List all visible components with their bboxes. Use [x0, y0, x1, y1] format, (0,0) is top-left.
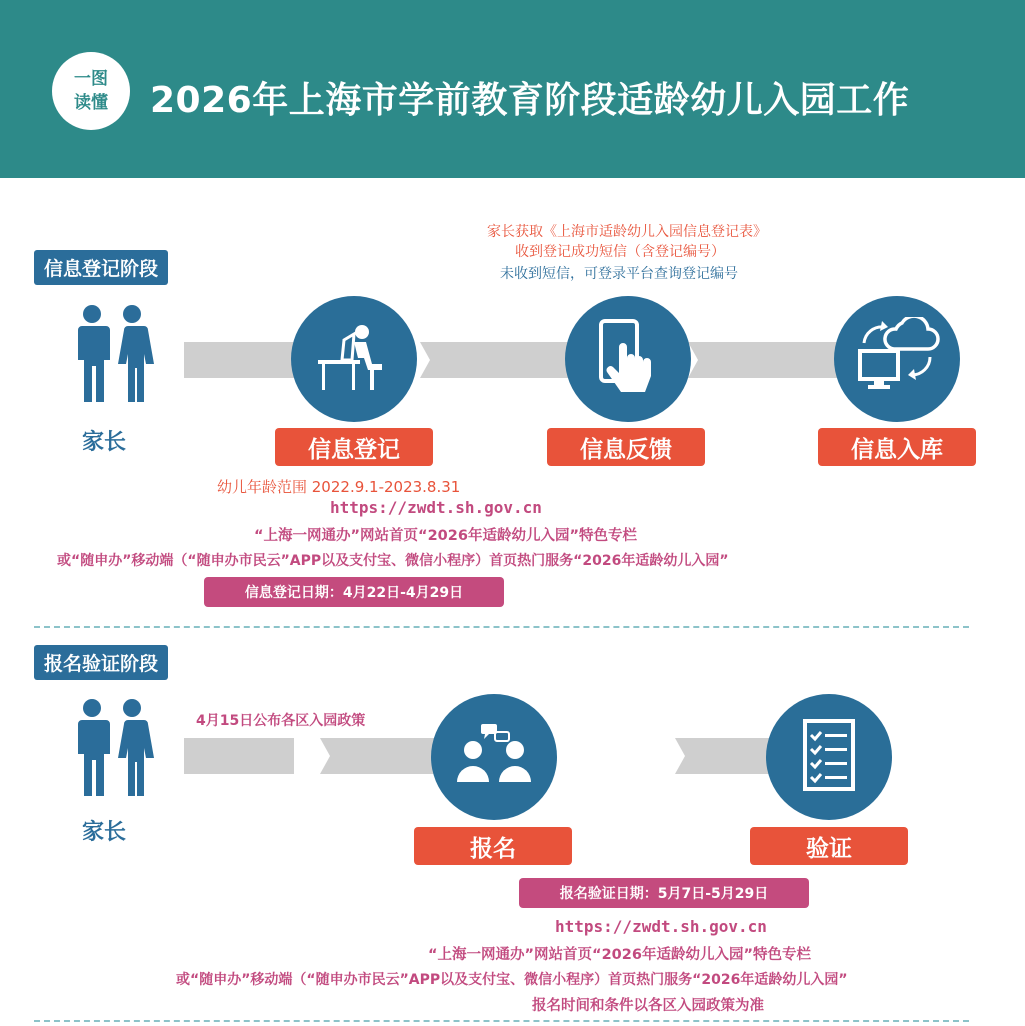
logo-line1: 一图: [74, 69, 108, 89]
rule-note: 报名时间和条件以各区入园政策为准: [532, 998, 764, 1014]
flow-arrow: [184, 738, 294, 778]
site-entry-text: “上海一网通办”网站首页“2026年适龄幼儿入园”特色专栏: [254, 528, 637, 544]
website-url: https://zwdt.sh.gov.cn: [555, 917, 767, 936]
flow-arrow: [420, 342, 570, 382]
flow-arrow: [184, 342, 294, 382]
flow-arrow: [320, 738, 440, 778]
parents-icon: [68, 698, 156, 802]
step-label-signup: 报名: [414, 827, 572, 865]
policy-note: 4月15日公布各区入园政策: [196, 713, 366, 729]
step-label-storage: 信息入库: [818, 428, 976, 466]
section-tag-enrollment: 报名验证阶段: [34, 645, 168, 680]
enrollment-date-badge: 报名验证日期：5月7日-5月29日: [519, 878, 809, 908]
age-range: 幼儿年龄范围 2022.9.1-2023.8.31: [217, 478, 461, 496]
note-line2: 收到登记成功短信（含登记编号）: [515, 244, 725, 260]
step-label-feedback: 信息反馈: [547, 428, 705, 466]
mobile-entry-text: 或“随申办”移动端（“随申办市民云”APP以及支付宝、微信小程序）首页热门服务“2026年适龄幼儿入园”: [176, 972, 848, 988]
step-label-registration: 信息登记: [275, 428, 433, 466]
website-url: https://zwdt.sh.gov.cn: [330, 498, 542, 517]
logo-line2: 读懂: [74, 93, 108, 113]
parent-label: 家长: [82, 430, 127, 455]
section-tag-registration: 信息登记阶段: [34, 250, 168, 285]
step-circle-signup: [431, 694, 557, 820]
parents-icon: [68, 304, 156, 408]
mobile-entry-text: 或“随申办”移动端（“随申办市民云”APP以及支付宝、微信小程序）首页热门服务“2026年适龄幼儿入园”: [57, 553, 729, 569]
step-circle-registration: [291, 296, 417, 422]
step-circle-storage: [834, 296, 960, 422]
page-title: 2026年上海市学前教育阶段适龄幼儿入园工作: [150, 80, 910, 121]
note-line3: 未收到短信，可登录平台查询登记编号: [500, 266, 738, 282]
person-at-computer-icon: [314, 322, 394, 396]
registration-date-badge: 信息登记日期：4月22日-4月29日: [204, 577, 504, 607]
note-line1: 家长获取《上海市适龄幼儿入园信息登记表》: [487, 224, 767, 240]
step-circle-feedback: [565, 296, 691, 422]
section-divider: [34, 626, 969, 628]
parent-label: 家长: [82, 820, 127, 845]
flow-arrow: [688, 342, 838, 382]
step-label-verify: 验证: [750, 827, 908, 865]
cloud-computer-sync-icon: [854, 317, 940, 401]
site-entry-text: “上海一网通办”网站首页“2026年适龄幼儿入园”特色专栏: [428, 947, 811, 963]
people-chat-icon: [451, 720, 537, 794]
logo-badge: [52, 52, 130, 130]
step-circle-verify: [766, 694, 892, 820]
tablet-touch-icon: [593, 317, 663, 401]
section-divider: [34, 1020, 969, 1022]
checklist-icon: [799, 717, 859, 797]
